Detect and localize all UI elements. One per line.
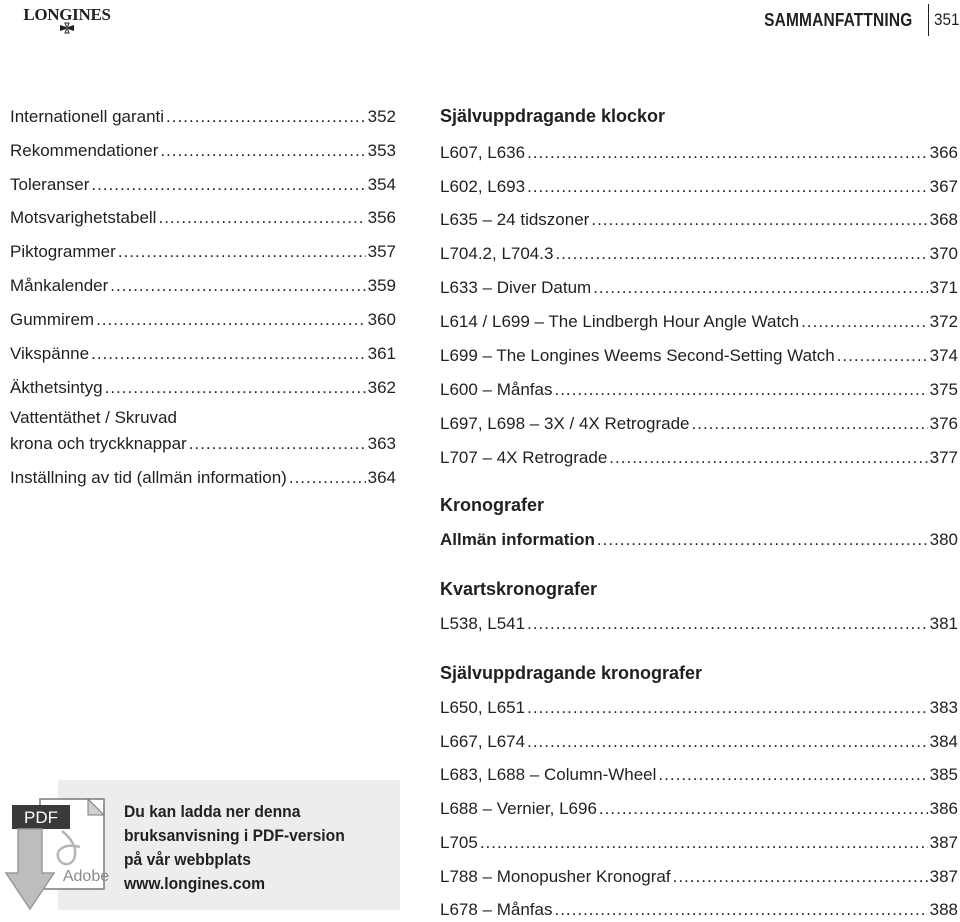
heading-auto-chrono: Självuppdragande kronografer <box>440 663 703 683</box>
toc-entry[interactable]: Toleranser ..... 354 <box>10 175 396 195</box>
dot-leader <box>609 448 927 468</box>
toc-entry[interactable]: L635 – 24 tidszoner ..... 368 <box>440 210 960 230</box>
toc-entry[interactable]: L707 – 4X Retrograde ..... 377 <box>440 448 960 468</box>
toc-entry[interactable]: Månkalender ..... 359 <box>10 276 396 296</box>
longines-logo <box>16 6 118 36</box>
toc-entry[interactable]: L633 – Diver Datum ..... 371 <box>440 278 960 298</box>
dot-leader <box>91 344 366 364</box>
toc-entry[interactable]: L688 – Vernier, L696 ..... 386 <box>440 799 960 819</box>
dot-leader <box>692 414 928 434</box>
dot-leader <box>527 698 928 718</box>
header-divider <box>928 4 929 36</box>
section-title: SAMMANFATTNING <box>763 10 912 30</box>
toc-entry[interactable]: L614 / L699 – The Lindbergh Hour Angle Watch ..... 372 <box>440 312 960 332</box>
toc-entry[interactable]: L602, L693 ..... 367 <box>440 177 960 197</box>
dot-leader <box>591 210 927 230</box>
toc-entry[interactable]: L704.2, L704.3 ..... 370 <box>440 244 960 264</box>
dot-leader <box>597 530 928 550</box>
toc-entry[interactable]: L538, L541 ..... 381 <box>440 614 960 634</box>
dot-leader <box>160 141 365 161</box>
dot-leader <box>118 242 366 262</box>
pdf-download-icon <box>0 785 118 915</box>
dot-leader <box>527 614 928 634</box>
toc-entry[interactable]: Internationell garanti ..... 352 <box>10 107 396 127</box>
pdf-notice-line: på vår webbplats <box>124 850 251 869</box>
toc-entry[interactable]: Gummirem ..... 360 <box>10 310 396 330</box>
dot-leader <box>593 278 927 298</box>
dot-leader <box>289 468 366 488</box>
toc-entry[interactable]: Äkthetsintyg ..... 362 <box>10 378 396 398</box>
adobe-label: Adobe <box>62 868 110 885</box>
toc-entry[interactable]: krona och tryckknappar ..... 363 <box>10 434 396 454</box>
dot-leader <box>480 833 928 853</box>
dot-leader <box>673 867 928 887</box>
dot-leader <box>555 244 927 264</box>
winged-hourglass-icon <box>59 22 75 34</box>
toc-entry[interactable]: L683, L688 – Column-Wheel ..... 385 <box>440 765 960 785</box>
dot-leader <box>554 380 927 400</box>
dot-leader <box>527 143 928 163</box>
dot-leader <box>96 310 366 330</box>
dot-leader <box>105 378 366 398</box>
pdf-notice-link[interactable]: www.longines.com <box>124 874 266 893</box>
dot-leader <box>91 175 365 195</box>
dot-leader <box>554 900 927 920</box>
toc-entry[interactable]: L600 – Månfas ..... 375 <box>440 380 960 400</box>
page-number: 351 <box>934 10 960 29</box>
heading-quartz: Kvartskronografer <box>440 579 598 599</box>
toc-entry[interactable]: L678 – Månfas ..... 388 <box>440 900 960 920</box>
pdf-notice-line: bruksanvisning i PDF-version <box>124 826 345 845</box>
dot-leader <box>599 799 928 819</box>
dot-leader <box>837 346 928 366</box>
pdf-notice-line: Du kan ladda ner denna <box>124 802 301 821</box>
pdf-notice-text <box>124 800 372 896</box>
toc-entry[interactable]: L650, L651 ..... 383 <box>440 698 960 718</box>
pdf-label: PDF <box>24 808 58 827</box>
toc-entry[interactable]: Rekommendationer ..... 353 <box>10 141 396 161</box>
toc-entry-label-line1: Vattentäthet / Skruvad <box>10 408 177 427</box>
heading-automatic: Självuppdragande klockor <box>440 106 666 126</box>
dot-leader <box>158 208 365 228</box>
dot-leader <box>527 177 928 197</box>
dot-leader <box>166 107 366 127</box>
toc-entry[interactable]: L788 – Monopusher Kronograf ..... 387 <box>440 867 960 887</box>
dot-leader <box>527 732 928 752</box>
dot-leader <box>110 276 365 296</box>
dot-leader <box>801 312 927 332</box>
dot-leader <box>658 765 927 785</box>
toc-entry[interactable]: L607, L636 ..... 366 <box>440 143 960 163</box>
toc-entry[interactable]: L705 ..... 387 <box>440 833 960 853</box>
toc-entry[interactable]: L667, L674 ..... 384 <box>440 732 960 752</box>
toc-entry[interactable]: Piktogrammer ..... 357 <box>10 242 396 262</box>
toc-entry[interactable]: Inställning av tid (allmän information) ..... 364 <box>10 468 396 488</box>
toc-entry[interactable]: L697, L698 – 3X / 4X Retrograde ..... 376 <box>440 414 960 434</box>
logo-wordmark: LONGINES <box>23 5 111 24</box>
toc-entry[interactable]: Motsvarighetstabell ..... 356 <box>10 208 396 228</box>
toc-entry[interactable]: Allmän information ..... 380 <box>440 530 960 550</box>
dot-leader <box>189 434 366 454</box>
heading-chrono: Kronografer <box>440 495 545 515</box>
toc-entry[interactable]: Vikspänne ..... 361 <box>10 344 396 364</box>
toc-entry[interactable]: L699 – The Longines Weems Second-Setting Watch ..... 374 <box>440 346 960 366</box>
